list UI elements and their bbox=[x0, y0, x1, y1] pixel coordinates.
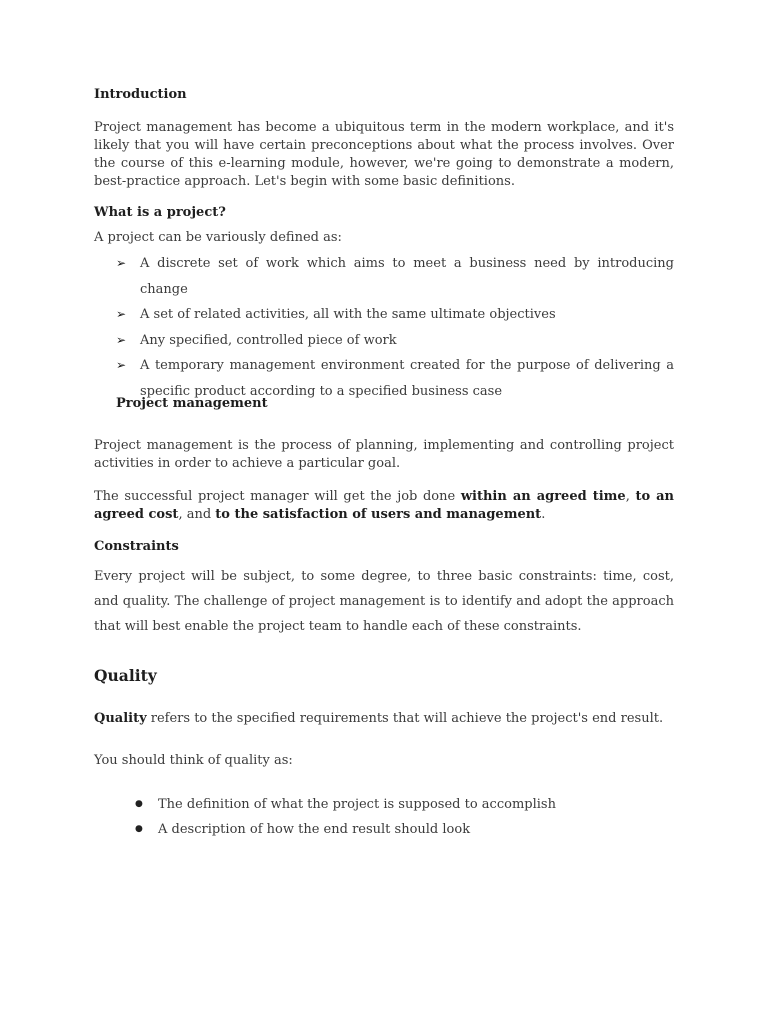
project-management-heading: Project management bbox=[116, 396, 268, 411]
arrow-bullet-icon: ➢ bbox=[116, 358, 127, 372]
constraints-paragraph: Every project will be subject, to some degree, to three basic constraints: time, cost, and quality. The challenge of project management is to identify and adopt the approach that will best enable the project team to handle each of these constraints. bbox=[94, 569, 674, 634]
dot-bullet-icon: ● bbox=[135, 799, 143, 809]
constraints-section bbox=[94, 539, 674, 639]
arrow-bullet-icon: ➢ bbox=[116, 256, 127, 270]
list-item: ● A description of how the end result should look bbox=[94, 817, 674, 842]
list-item: ➢ A set of related activities, all with the same ultimate objectives bbox=[94, 302, 674, 328]
project-heading: What is a project? bbox=[94, 205, 226, 220]
intro-heading: Introduction bbox=[94, 87, 187, 102]
project-lead: A project can be variously defined as: bbox=[94, 230, 342, 245]
quality-lead: You should think of quality as: bbox=[94, 753, 293, 768]
constraints-heading: Constraints bbox=[94, 539, 179, 554]
quality-list bbox=[94, 792, 674, 842]
pm-definition: Project management is the process of planning, implementing and controlling project activities in order to achieve a particular goal. bbox=[94, 438, 674, 471]
list-item: ● The definition of what the project is supposed to accomplish bbox=[94, 792, 674, 817]
list-item: ➢ A discrete set of work which aims to meet a business need by introducing change bbox=[94, 251, 674, 302]
pm-section bbox=[94, 437, 674, 524]
intro-paragraph: Project management has become a ubiquitous term in the modern workplace, and it's likely that you will have certain preconceptions about what the process involves. Over the course of this e-learning module, however, we're going to demonstrate a modern, best-practice approach. Let's begin with some basic definitions. bbox=[94, 120, 674, 189]
project-definition-list bbox=[94, 251, 674, 404]
list-item: ➢ Any specified, controlled piece of work bbox=[94, 328, 674, 354]
quality-definition: Quality refers to the specified requirements that will achieve the project's end result. bbox=[94, 711, 664, 726]
intro-section bbox=[94, 87, 674, 191]
quality-section bbox=[94, 666, 674, 842]
quality-heading: Quality bbox=[94, 666, 157, 685]
project-section bbox=[94, 205, 674, 404]
arrow-bullet-icon: ➢ bbox=[116, 332, 127, 347]
dot-bullet-icon: ● bbox=[135, 824, 143, 834]
list-item: ➢ A temporary management environment created for the purpose of delivering a specific product according to a specified business case bbox=[94, 353, 674, 404]
pm-heading-wrap bbox=[116, 396, 674, 411]
pm-success-paragraph: The successful project manager will get the job done within an agreed time, to an agreed cost, and to the satisfaction of users and management. bbox=[94, 489, 674, 522]
arrow-bullet-icon: ➢ bbox=[116, 307, 127, 321]
